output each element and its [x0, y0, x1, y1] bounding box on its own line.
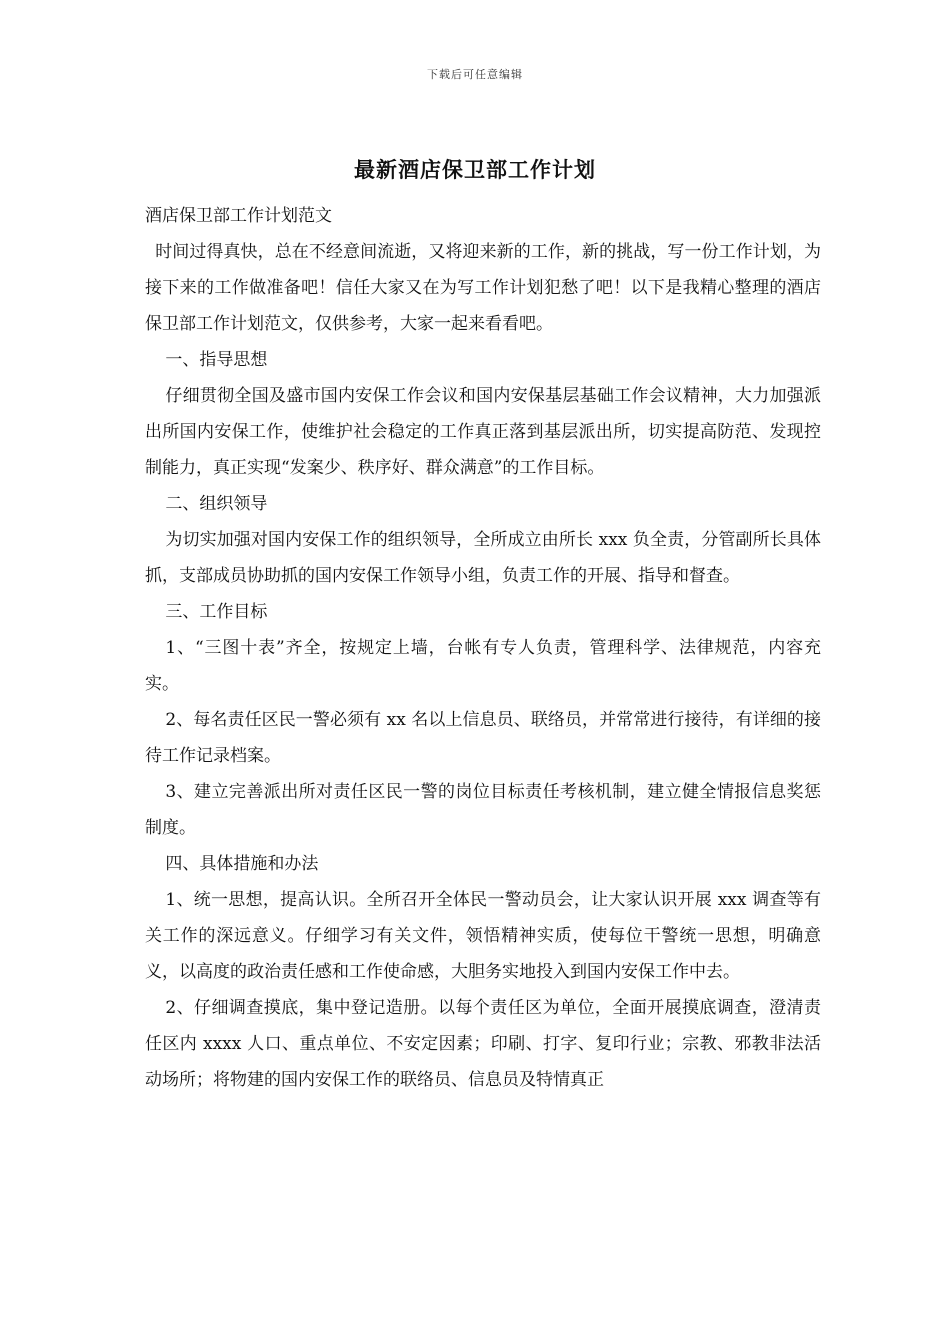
- document-subtitle: 酒店保卫部工作计划范文: [145, 206, 332, 226]
- document-body: [145, 198, 821, 1098]
- section-4-paragraph-2: 2、仔细调查摸底，集中登记造册。以每个责任区为单位，全面开展摸底调查，澄清责任区内 xxxx 人口、重点单位、不安定因素；印刷、打字、复印行业；宗教、邪教非法活动场所；将物建的国内安保工作的联络员、信息员及特情真正: [145, 998, 821, 1090]
- section-2-paragraph-1: 为切实加强对国内安保工作的组织领导，全所成立由所长 xxx 负全责，分管副所长具体抓，支部成员协助抓的国内安保工作领导小组，负责工作的开展、指导和督查。: [145, 530, 821, 586]
- header-note: 下载后可任意编辑: [427, 68, 523, 81]
- document-title: 最新酒店保卫部工作计划: [354, 157, 596, 182]
- section-1-paragraph-1: 仔细贯彻全国及盛市国内安保工作会议和国内安保基层基础工作会议精神，大力加强派出所国内安保工作，使维护社会稳定的工作真正落到基层派出所，切实提高防范、发现控制能力，真正实现“发案少、秩序好、群众满意”的工作目标。: [145, 386, 821, 478]
- section-4-paragraph-1: 1、统一思想，提高认识。全所召开全体民一警动员会，让大家认识开展 xxx 调查等有关工作的深远意义。仔细学习有关文件，领悟精神实质，使每位干警统一思想，明确意义，以高度的政治责任感和工作使命感，大胆务实地投入到国内安保工作中去。: [145, 890, 821, 982]
- section-heading-4: 四、具体措施和办法: [165, 854, 319, 874]
- section-3-paragraph-3: 3、建立完善派出所对责任区民一警的岗位目标责任考核机制，建立健全情报信息奖惩制度。: [145, 782, 821, 838]
- section-3-paragraph-1: 1、“三图十表”齐全，按规定上墙，台帐有专人负责，管理科学、法律规范，内容充实。: [145, 638, 821, 694]
- intro-paragraph: 时间过得真快，总在不经意间流逝，又将迎来新的工作，新的挑战，写一份工作计划，为接下来的工作做准备吧！信任大家又在为写工作计划犯愁了吧！以下是我精心整理的酒店保卫部工作计划范文，仅供参考，大家一起来看看吧。: [145, 242, 821, 334]
- section-heading-1: 一、指导思想: [165, 350, 268, 370]
- section-3-paragraph-2: 2、每名责任区民一警必须有 xx 名以上信息员、联络员，并常常进行接待，有详细的接待工作记录档案。: [145, 710, 821, 766]
- section-heading-2: 二、组织领导: [165, 494, 268, 514]
- section-heading-3: 三、工作目标: [165, 602, 268, 622]
